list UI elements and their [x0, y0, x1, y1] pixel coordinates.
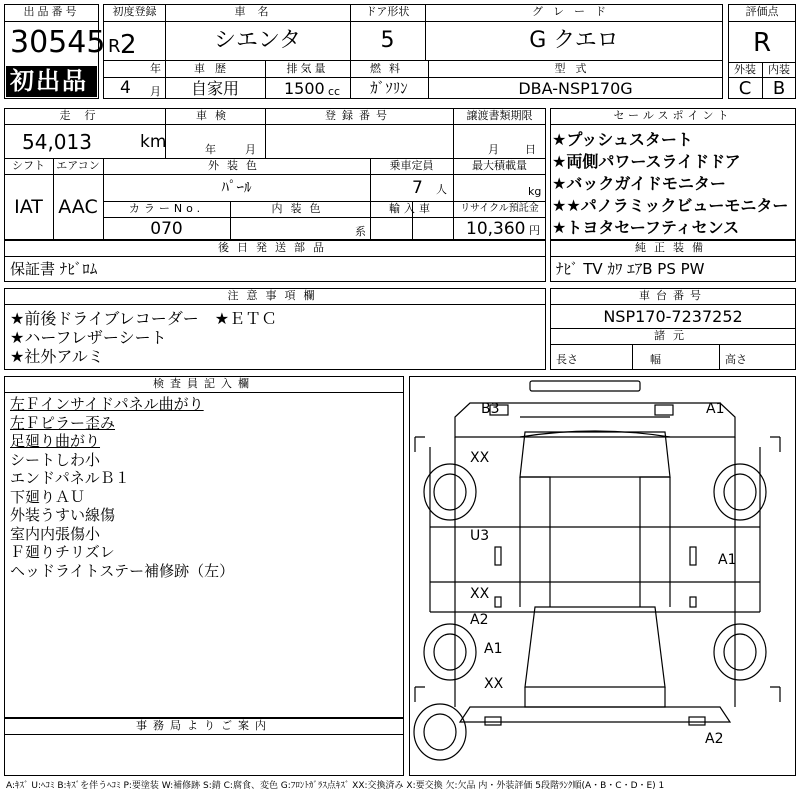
- damage-mark: XX: [484, 676, 504, 692]
- list-item: 下廻りＡＵ: [10, 487, 86, 506]
- damage-mark: U3: [470, 528, 490, 544]
- damage-mark: XX: [470, 450, 490, 466]
- inspection-label: 車検: [196, 109, 234, 122]
- damage-mark: B3: [481, 401, 500, 417]
- list-item: ★プッシュスタート: [552, 130, 693, 149]
- mileage-label: 走行: [59, 109, 110, 122]
- list-item: 左Ｆインサイドパネル曲がり: [10, 395, 204, 413]
- notes-label: 注意事項欄: [227, 289, 323, 302]
- fuel-label: 燃料: [370, 62, 408, 75]
- dimensions-label: 諸元: [654, 329, 692, 342]
- exterior-color: ﾊﾟｰﾙ: [221, 178, 252, 196]
- inspection-year-unit: 年: [205, 143, 216, 156]
- divider: [719, 344, 720, 370]
- divider: [103, 77, 723, 78]
- int-color-suffix: 系: [355, 225, 366, 238]
- yen-unit: 円: [529, 224, 540, 237]
- divider: [103, 60, 723, 61]
- color-number: 070: [150, 219, 183, 239]
- damage-mark: XX: [470, 586, 490, 602]
- list-item: ★トヨタセーフティセンス: [552, 218, 740, 237]
- exterior-score: C: [738, 78, 752, 99]
- list-item: ★ハーフレザーシート: [10, 328, 167, 347]
- displacement-label: 排気量: [286, 62, 329, 75]
- year-unit: 年: [150, 62, 161, 75]
- first-listing-text: 初出品: [10, 67, 88, 95]
- list-item: ヘッドライトステー補修跡（左）: [10, 561, 235, 580]
- vehicle-history: 自家用: [190, 79, 239, 98]
- car-name-label: 車名: [234, 5, 281, 18]
- width-label: 幅: [650, 353, 661, 366]
- divider: [103, 217, 546, 218]
- inspection-month-unit: 月: [245, 143, 256, 156]
- transfer-month-unit: 月: [488, 143, 499, 156]
- first-reg-label: 初度登録: [112, 5, 157, 18]
- color-no-label: カラーNo.: [128, 202, 205, 215]
- list-item: ★★パノラミックビューモニター: [552, 196, 789, 215]
- fuel-type: ｶﾞｿﾘﾝ: [370, 79, 408, 97]
- divider: [4, 256, 546, 257]
- era: R: [108, 36, 121, 57]
- list-item: ★両側パワースライドドア: [552, 152, 741, 171]
- score-label: 評価点: [745, 5, 779, 18]
- door-label: ドア形状: [365, 5, 410, 18]
- overall-score: R: [752, 28, 772, 58]
- capacity-unit: 人: [436, 183, 447, 196]
- capacity: 7: [412, 178, 423, 198]
- car-diagram: [409, 376, 796, 776]
- height-label: 高さ: [725, 353, 747, 366]
- divider: [4, 304, 546, 305]
- list-item: ★前後ドライブレコーダー ★ＥＴＣ: [10, 309, 278, 328]
- inspector-notes-list: [10, 395, 234, 580]
- office-label: 事務局よりご案内: [136, 719, 272, 732]
- grade-label: グレード: [532, 5, 616, 18]
- mileage: 54,013: [22, 130, 92, 154]
- divider: [550, 256, 796, 257]
- list-item: 左Ｆピラー歪み: [10, 413, 116, 432]
- exterior-label: 外装: [734, 63, 756, 76]
- sales-points-label: セールスポイント: [613, 109, 733, 122]
- list-item: ★社外アルミ: [10, 347, 104, 366]
- transfer-day-unit: 日: [525, 143, 536, 156]
- aircon-label: エアコン: [56, 159, 100, 172]
- ext-color-label: 外装色: [208, 159, 265, 172]
- list-item: 外装うすい線傷: [10, 506, 116, 524]
- inspector-label: 検査員記入欄: [153, 377, 255, 390]
- damage-mark: A1: [718, 552, 737, 568]
- recycle-fee: 10,360: [466, 219, 526, 239]
- divider: [632, 344, 633, 370]
- list-item: ★バックガイドモニター: [552, 174, 726, 193]
- lot-number-label: 出品番号: [23, 5, 80, 18]
- km-unit: km: [140, 132, 167, 152]
- damage-mark: A1: [706, 401, 725, 417]
- chassis-label: 車台番号: [639, 289, 707, 302]
- damage-mark: A2: [705, 731, 724, 747]
- reg-year: 2: [120, 30, 137, 60]
- notes-list: [10, 309, 277, 366]
- list-item: Ｆ廻りチリズレ: [10, 543, 115, 561]
- reg-month: 4: [120, 78, 131, 98]
- divider: [103, 174, 546, 175]
- model-code: DBA-NSP170G: [518, 79, 633, 98]
- chassis-number: NSP170-7237252: [603, 307, 743, 326]
- history-label: 車歴: [194, 62, 236, 75]
- list-item: エンドパネルＢ１: [10, 469, 130, 487]
- lot-number: 30545: [10, 25, 106, 60]
- interior-label: 内装: [768, 63, 790, 76]
- car-outline: [410, 377, 795, 775]
- car-name: シエンタ: [213, 28, 302, 53]
- month-unit: 月: [150, 85, 161, 98]
- shift-label: シフト: [12, 159, 45, 172]
- aircon: AAC: [58, 196, 98, 218]
- divider: [103, 21, 723, 22]
- later-parts-label: 後日発送部品: [218, 241, 332, 254]
- list-item: 室内内張傷小: [10, 524, 101, 543]
- equipment: ﾅﾋﾞ TV ｶﾜ ｴｱB PS PW: [556, 260, 705, 278]
- divider: [728, 21, 796, 22]
- kg-unit: kg: [528, 185, 542, 198]
- shift: IAT: [14, 196, 43, 218]
- equipment-label: 純正装備: [635, 241, 711, 254]
- list-item: 足廻り曲がり: [10, 432, 101, 450]
- later-parts: 保証書 ﾅﾋﾞﾛﾑ: [10, 260, 98, 278]
- reg-no-label: 登録番号: [325, 109, 393, 122]
- recycle-label: リサイクル預託金: [460, 203, 539, 214]
- max-load-label: 最大積載量: [472, 159, 527, 172]
- int-color-label: 内装色: [271, 202, 329, 215]
- divider: [550, 344, 796, 345]
- grade: G クエロ: [529, 28, 619, 53]
- capacity-label: 乗車定員: [389, 159, 434, 172]
- sales-points-list: [552, 129, 788, 239]
- door-count: 5: [380, 28, 395, 53]
- divider: [550, 124, 796, 125]
- damage-mark: A2: [470, 612, 489, 628]
- divider: [4, 734, 404, 735]
- divider: [4, 21, 99, 22]
- damage-mark: A1: [484, 641, 503, 657]
- divider: [550, 304, 796, 305]
- cc-unit: cc: [328, 85, 341, 98]
- transfer-label: 譲渡書類期限: [466, 109, 533, 122]
- list-item: シートしわ小: [10, 450, 101, 469]
- length-label: 長さ: [556, 353, 578, 366]
- model-code-label: 型式: [554, 62, 597, 75]
- legend-footer: A:ｷｽﾞ U:ﾍｺﾐ B:ｷｽﾞを伴うﾍｺﾐ P:要塗装 W:補修跡 S:錆 C:腐食、変色 G:ﾌﾛﾝﾄｶﾞﾗｽ点ｷｽﾞ XX:交換済み X:要交換 欠:欠品 内・外装評価 5段階ﾗﾝｸ順(A・B・C・D・E) 1: [6, 781, 665, 791]
- import-label: 輸入車: [389, 202, 434, 215]
- divider: [4, 392, 404, 393]
- displacement: 1500: [284, 79, 325, 98]
- interior-score: B: [772, 78, 786, 99]
- divider: [4, 124, 546, 125]
